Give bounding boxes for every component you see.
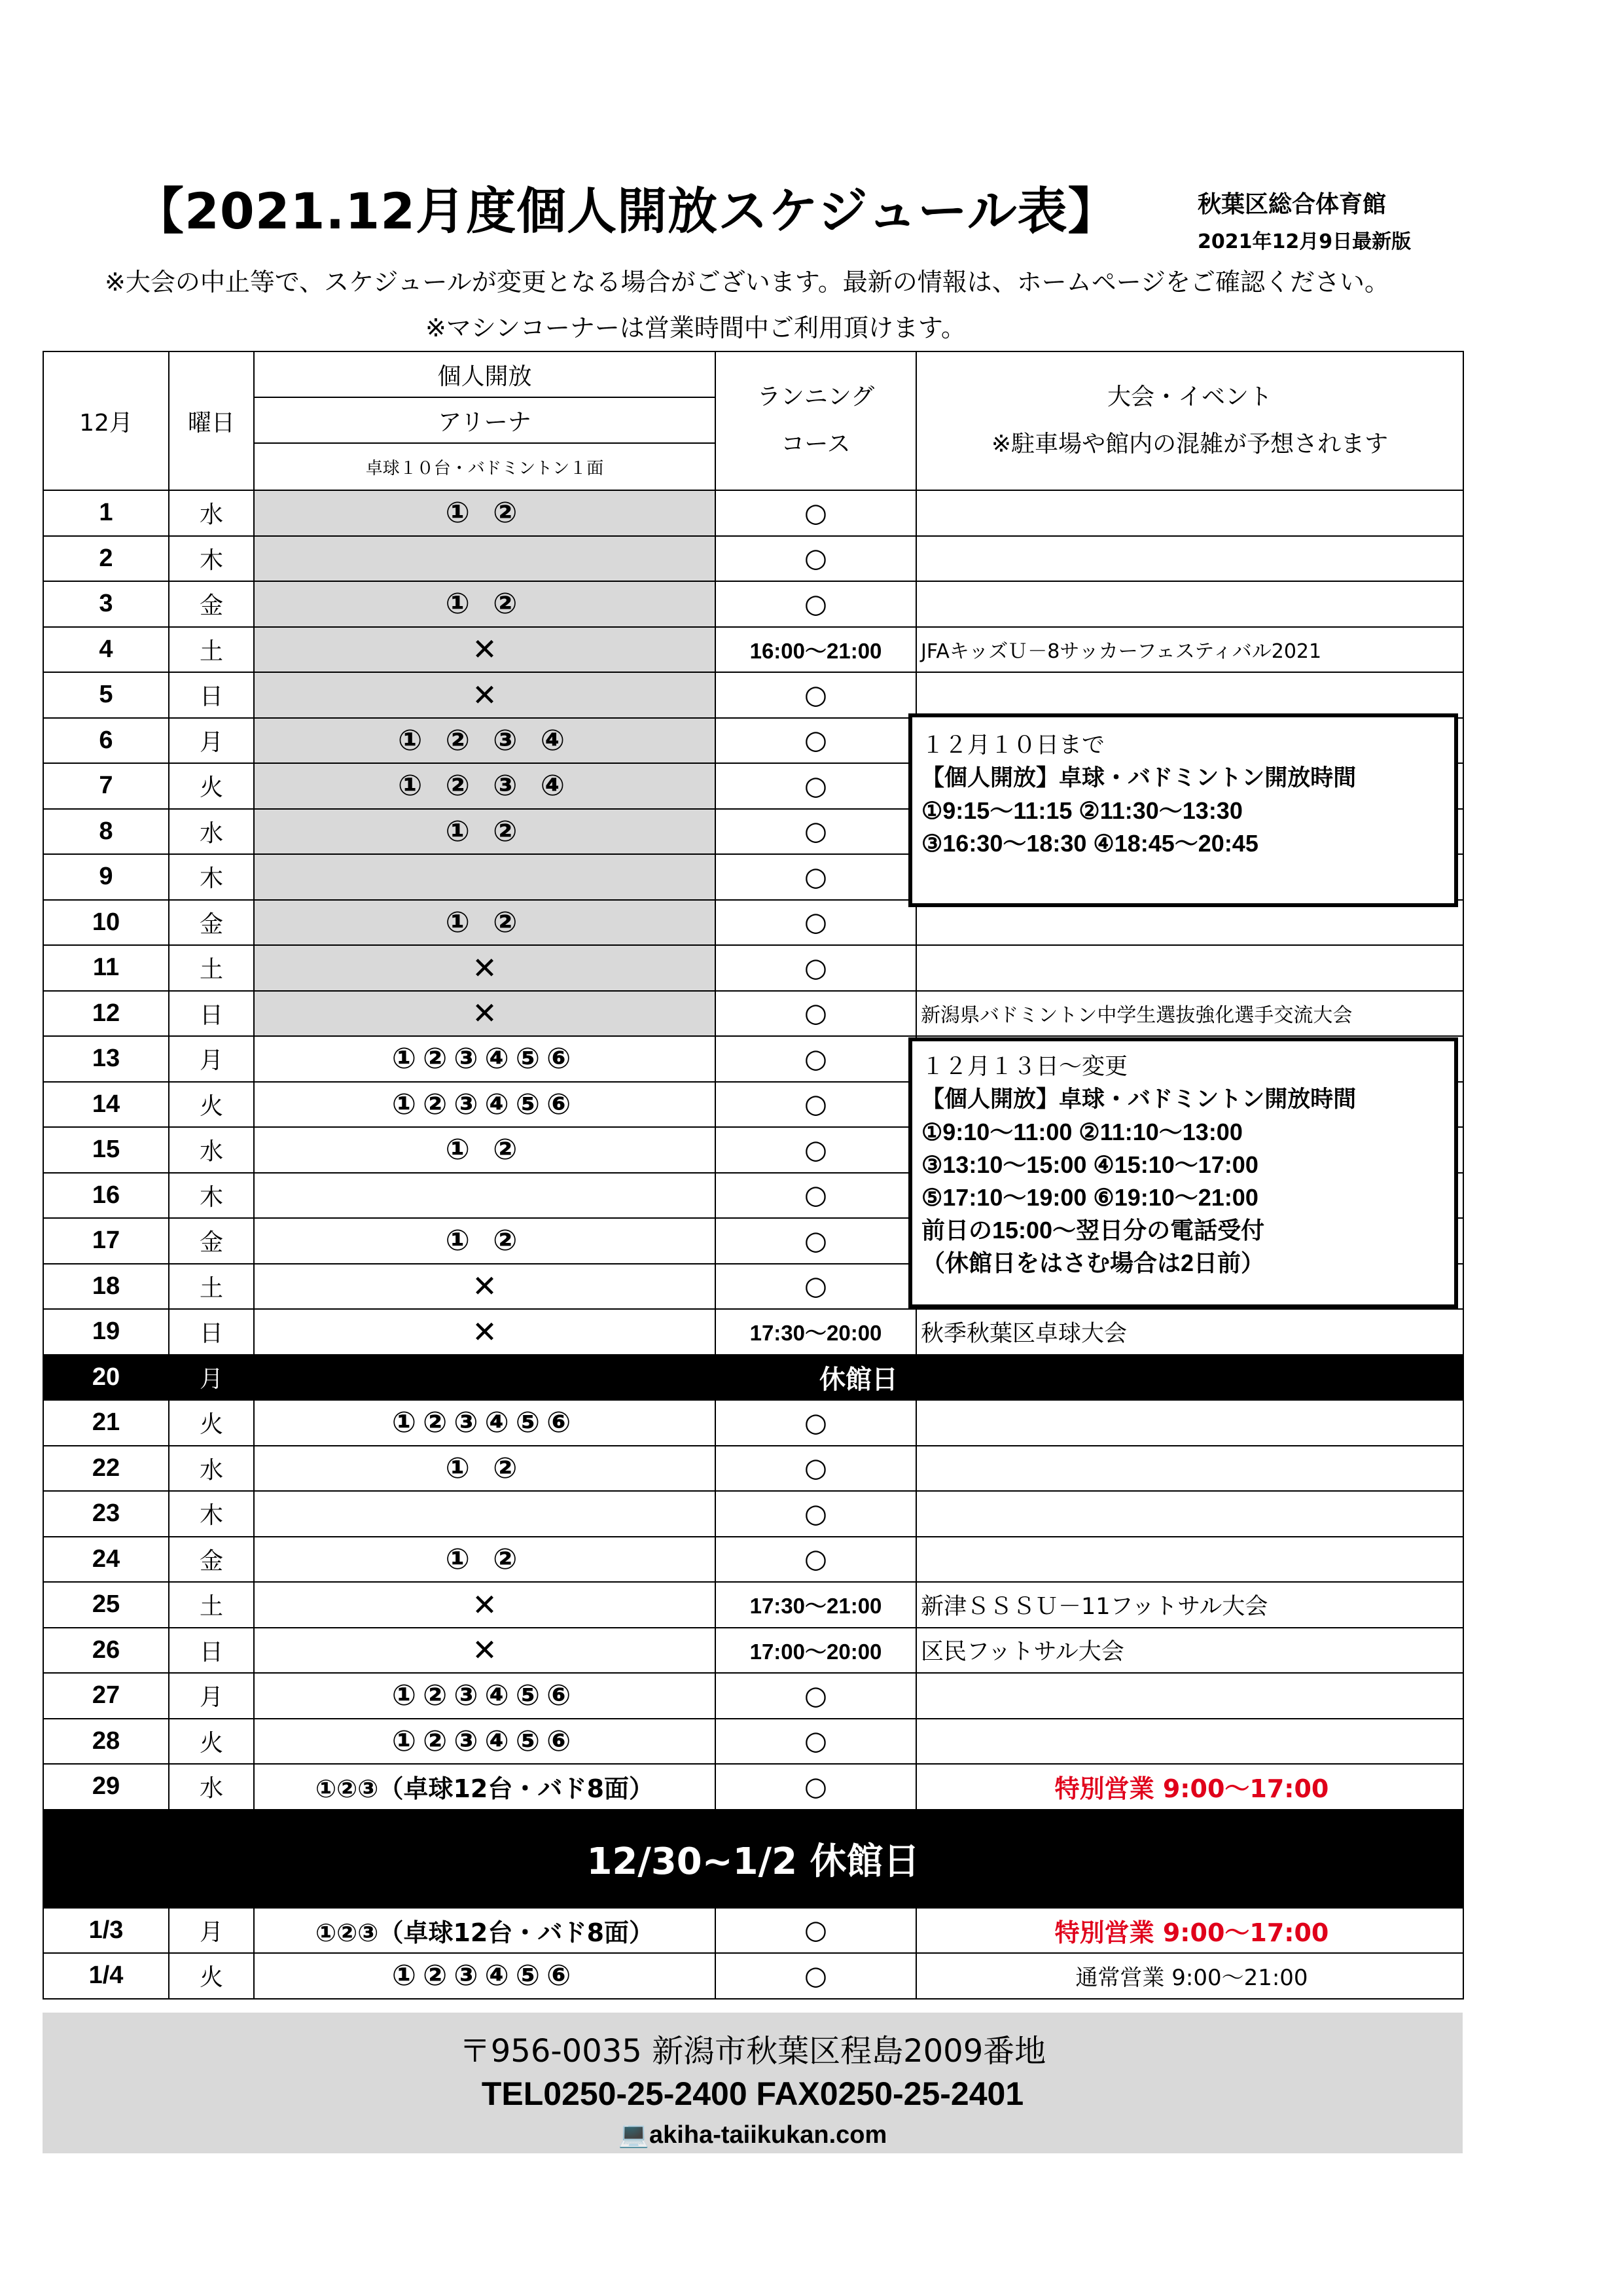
box1-line: ①9:15～11:15 ②11:30～13:30 <box>921 797 1243 824</box>
weekday-cell: 木 <box>169 1491 254 1537</box>
page-title: 【2021.12月度個人開放スケジュール表】 <box>134 182 1118 240</box>
header-running-line1: ランニング <box>757 384 875 410</box>
footer-address: 〒956-0035 新潟市秋葉区程島2009番地 <box>459 2033 1046 2070</box>
running-open-mark: ○ <box>715 1218 916 1264</box>
box2-line: 【個人開放】卓球・バドミントン開放時間 <box>921 1086 1357 1112</box>
schedule-row <box>43 536 1463 582</box>
running-open-mark: ○ <box>715 945 916 991</box>
running-time: 17:30～21:00 <box>715 1582 916 1628</box>
running-open-mark: ○ <box>715 1082 916 1128</box>
running-open-mark: ○ <box>715 1264 916 1310</box>
header-event-line1: 大会・イベント <box>1107 384 1272 410</box>
event-cell <box>916 536 1463 582</box>
schedule-row <box>43 490 1463 536</box>
schedule-row <box>43 1582 1463 1628</box>
event-cell <box>916 1673 1463 1719</box>
arena-slots <box>254 1173 715 1219</box>
schedule-row <box>43 1491 1463 1537</box>
weekday-cell: 金 <box>169 900 254 946</box>
closed-period-banner: 12/30~1/2 休館日 <box>43 1810 1463 1908</box>
arena-slots: ① ② <box>254 809 715 855</box>
weekday-cell: 月 <box>169 1908 254 1954</box>
event-cell <box>916 945 1463 991</box>
weekday-cell: 火 <box>169 1953 254 1999</box>
venue-name: 秋葉区総合体育館 <box>1198 191 1387 218</box>
day-cell: 29 <box>43 1764 169 1810</box>
schedule-row <box>43 1537 1463 1583</box>
running-open-mark: ○ <box>715 1173 916 1219</box>
weekday-cell: 火 <box>169 1719 254 1765</box>
weekday-cell: 土 <box>169 945 254 991</box>
day-cell: 23 <box>43 1491 169 1537</box>
schedule-row <box>43 1628 1463 1674</box>
weekday-cell: 月 <box>169 1036 254 1082</box>
weekday-cell: 日 <box>169 1628 254 1674</box>
arena-slots: ①②③④⑤⑥ <box>254 1719 715 1765</box>
schedule-row <box>43 1446 1463 1492</box>
event-cell: 特別営業 9:00～17:00 <box>916 1908 1463 1954</box>
arena-slots: ① ② <box>254 1127 715 1173</box>
weekday-cell: 金 <box>169 581 254 627</box>
weekday-cell: 水 <box>169 809 254 855</box>
box1-line: ③16:30～18:30 ④18:45～20:45 <box>921 830 1258 857</box>
day-cell: 1 <box>43 490 169 536</box>
box2-line: ⑤17:10～19:00 ⑥19:10～21:00 <box>921 1184 1258 1211</box>
event-cell <box>916 1400 1463 1446</box>
footer-website-link[interactable]: 💻akiha-taiikukan.com <box>618 2121 887 2149</box>
weekday-cell: 水 <box>169 1446 254 1492</box>
day-cell: 17 <box>43 1218 169 1264</box>
schedule-row <box>43 1309 1463 1355</box>
day-cell: 1/3 <box>43 1908 169 1954</box>
arena-slots: ✕ <box>254 627 715 673</box>
arena-slots: ① ② <box>254 490 715 536</box>
running-open-mark: ○ <box>715 1764 916 1810</box>
running-time: 16:00～21:00 <box>715 627 916 673</box>
arena-slots: ✕ <box>254 991 715 1037</box>
weekday-cell: 水 <box>169 1764 254 1810</box>
arena-slots: ✕ <box>254 1309 715 1355</box>
arena-slots: ①②③④⑤⑥ <box>254 1953 715 1999</box>
running-time: 17:30～20:00 <box>715 1309 916 1355</box>
weekday-cell: 火 <box>169 1400 254 1446</box>
running-open-mark: ○ <box>715 536 916 582</box>
arena-slots: ①②③④⑤⑥ <box>254 1036 715 1082</box>
arena-slots: ①②③（卓球12台・バド8面） <box>254 1908 715 1954</box>
weekday-cell: 木 <box>169 536 254 582</box>
box1-line: １２月１０日まで <box>921 732 1105 758</box>
day-cell: 2 <box>43 536 169 582</box>
event-cell: 区民フットサル大会 <box>916 1628 1463 1674</box>
day-cell: 26 <box>43 1628 169 1674</box>
header-event-line2: ※駐車場や館内の混雑が予想されます <box>991 431 1389 457</box>
weekday-cell: 木 <box>169 854 254 900</box>
day-cell: 9 <box>43 854 169 900</box>
weekday-cell: 月 <box>169 1673 254 1719</box>
notice-schedule-change: ※大会の中止等で、スケジュールが変更となる場合がございます。最新の情報は、ホームページをご確認ください。 <box>105 268 1390 296</box>
running-open-mark: ○ <box>715 763 916 809</box>
day-cell: 10 <box>43 900 169 946</box>
schedule-row <box>43 1400 1463 1446</box>
arena-slots: ①②③④⑤⑥ <box>254 1400 715 1446</box>
header-event <box>916 351 1463 490</box>
closed-day-label: 休館日 <box>254 1355 1463 1401</box>
arena-slots: ① ② ③ ④ <box>254 763 715 809</box>
day-cell: 16 <box>43 1173 169 1219</box>
day-cell: 28 <box>43 1719 169 1765</box>
arena-slots: ✕ <box>254 1264 715 1310</box>
event-cell <box>916 672 1463 718</box>
weekday-cell: 火 <box>169 1082 254 1128</box>
weekday-cell: 火 <box>169 763 254 809</box>
arena-slots <box>254 1491 715 1537</box>
schedule-row <box>43 1355 1463 1401</box>
event-cell: 新潟県バドミントン中学生選抜強化選手交流大会 <box>916 991 1463 1037</box>
box2-line: ①9:10～11:00 ②11:10～13:00 <box>921 1119 1243 1145</box>
header-month: 12月 <box>43 351 169 490</box>
day-cell: 27 <box>43 1673 169 1719</box>
schedule-row <box>43 1953 1463 1999</box>
box1-line: 【個人開放】卓球・バドミントン開放時間 <box>921 765 1357 791</box>
event-cell: JFAキッズＵ－8サッカーフェスティバル2021 <box>916 627 1463 673</box>
event-cell <box>916 1446 1463 1492</box>
arena-slots <box>254 536 715 582</box>
running-open-mark: ○ <box>715 1953 916 1999</box>
running-time: 17:00～20:00 <box>715 1628 916 1674</box>
notice-box-from-dec13 <box>908 1037 1458 1308</box>
arena-slots: ✕ <box>254 672 715 718</box>
day-cell: 1/4 <box>43 1953 169 1999</box>
weekday-cell: 金 <box>169 1537 254 1583</box>
day-cell: 3 <box>43 581 169 627</box>
header-running-line2: コース <box>781 431 851 457</box>
weekday-cell: 月 <box>169 1355 254 1401</box>
notice-machine-corner: ※マシンコーナーは営業時間中ご利用頂けます。 <box>425 314 966 342</box>
footer-contact <box>43 2013 1463 2153</box>
running-open-mark: ○ <box>715 1127 916 1173</box>
day-cell: 5 <box>43 672 169 718</box>
running-open-mark: ○ <box>715 1036 916 1082</box>
box2-line: １２月１３日～変更 <box>921 1054 1128 1079</box>
running-open-mark: ○ <box>715 854 916 900</box>
weekday-cell: 水 <box>169 490 254 536</box>
event-cell <box>916 1491 1463 1537</box>
weekday-cell: 日 <box>169 1309 254 1355</box>
day-cell: 4 <box>43 627 169 673</box>
day-cell: 14 <box>43 1082 169 1128</box>
day-cell: 7 <box>43 763 169 809</box>
schedule-row <box>43 627 1463 673</box>
arena-slots: ① ② <box>254 581 715 627</box>
day-cell: 25 <box>43 1582 169 1628</box>
weekday-cell: 水 <box>169 1127 254 1173</box>
weekday-cell: 日 <box>169 991 254 1037</box>
running-open-mark: ○ <box>715 809 916 855</box>
schedule-row <box>43 945 1463 991</box>
event-cell: 秋季秋葉区卓球大会 <box>916 1309 1463 1355</box>
running-open-mark: ○ <box>715 1719 916 1765</box>
running-open-mark: ○ <box>715 1908 916 1954</box>
arena-slots: ①②③（卓球12台・バド8面） <box>254 1764 715 1810</box>
notice-box-until-dec10 <box>908 713 1458 907</box>
header-arena-note: 卓球１０台・バドミントン１面 <box>254 443 715 490</box>
day-cell: 18 <box>43 1264 169 1310</box>
running-open-mark: ○ <box>715 1400 916 1446</box>
updated-date: 2021年12月9日最新版 <box>1198 230 1412 253</box>
header-arena: アリーナ <box>254 397 715 443</box>
event-cell <box>916 581 1463 627</box>
arena-slots: ① ② <box>254 900 715 946</box>
arena-slots: ①②③④⑤⑥ <box>254 1082 715 1128</box>
day-cell: 20 <box>43 1355 169 1401</box>
running-open-mark: ○ <box>715 1673 916 1719</box>
schedule-row <box>43 1908 1463 1954</box>
event-cell <box>916 490 1463 536</box>
arena-slots: ✕ <box>254 1628 715 1674</box>
arena-slots: ① ② <box>254 1537 715 1583</box>
weekday-cell: 金 <box>169 1218 254 1264</box>
event-cell: 特別営業 9:00～17:00 <box>916 1764 1463 1810</box>
box2-line: ③13:10～15:00 ④15:10～17:00 <box>921 1151 1258 1178</box>
day-cell: 8 <box>43 809 169 855</box>
header-personal-open: 個人開放 <box>254 351 715 397</box>
box2-line: （休館日をはさむ場合は2日前） <box>921 1249 1265 1276</box>
running-open-mark: ○ <box>715 991 916 1037</box>
weekday-cell: 土 <box>169 627 254 673</box>
weekday-cell: 月 <box>169 718 254 764</box>
arena-slots <box>254 854 715 900</box>
footer-phone-fax: TEL0250-25-2400 FAX0250-25-2401 <box>481 2075 1024 2112</box>
weekday-cell: 日 <box>169 672 254 718</box>
day-cell: 22 <box>43 1446 169 1492</box>
event-cell <box>916 1537 1463 1583</box>
schedule-row <box>43 672 1463 718</box>
running-open-mark: ○ <box>715 581 916 627</box>
day-cell: 19 <box>43 1309 169 1355</box>
schedule-row <box>43 991 1463 1037</box>
box2-line: 前日の15:00～翌日分の電話受付 <box>921 1217 1265 1244</box>
header-running <box>715 351 916 490</box>
day-cell: 15 <box>43 1127 169 1173</box>
weekday-cell: 土 <box>169 1582 254 1628</box>
running-open-mark: ○ <box>715 900 916 946</box>
arena-slots: ✕ <box>254 1582 715 1628</box>
day-cell: 12 <box>43 991 169 1037</box>
running-open-mark: ○ <box>715 718 916 764</box>
running-open-mark: ○ <box>715 1537 916 1583</box>
arena-slots: ①②③④⑤⑥ <box>254 1673 715 1719</box>
schedule-row <box>43 581 1463 627</box>
schedule-row <box>43 1719 1463 1765</box>
arena-slots: ① ② ③ ④ <box>254 718 715 764</box>
weekday-cell: 木 <box>169 1173 254 1219</box>
schedule-row <box>43 1764 1463 1810</box>
day-cell: 11 <box>43 945 169 991</box>
day-cell: 21 <box>43 1400 169 1446</box>
arena-slots: ① ② <box>254 1218 715 1264</box>
weekday-cell: 土 <box>169 1264 254 1310</box>
running-open-mark: ○ <box>715 490 916 536</box>
schedule-row <box>43 1673 1463 1719</box>
day-cell: 13 <box>43 1036 169 1082</box>
event-cell <box>916 1719 1463 1765</box>
day-cell: 6 <box>43 718 169 764</box>
arena-slots: ✕ <box>254 945 715 991</box>
day-cell: 24 <box>43 1537 169 1583</box>
header-weekday: 曜日 <box>169 351 254 490</box>
running-open-mark: ○ <box>715 1446 916 1492</box>
arena-slots: ① ② <box>254 1446 715 1492</box>
event-cell: 通常営業 9:00～21:00 <box>916 1953 1463 1999</box>
event-cell: 新津ＳＳＳＵ－11フットサル大会 <box>916 1582 1463 1628</box>
running-open-mark: ○ <box>715 672 916 718</box>
schedule-row <box>43 1810 1463 1908</box>
running-open-mark: ○ <box>715 1491 916 1537</box>
